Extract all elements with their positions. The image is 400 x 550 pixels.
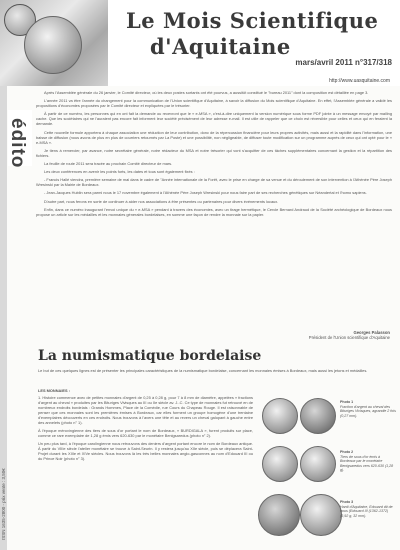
photo-1-text: Fraction d'argent au cheval des Bituriges Vivisques, agrandie 2 fois (0,27 mm). [340,404,396,418]
edito-signature [309,330,390,340]
coin-photo-3-reverse [300,494,342,536]
issue-number: mars/avril 2011 n°317/318 [295,58,392,67]
side-issn-text: ISSN 1635-2800 - prix vente : 3,50€ [1,468,6,540]
coin-image [24,16,82,74]
edito-paragraph: Les deux conférences en avenir les points forts, les dates et tous sont également fixés : [44,169,195,175]
edito-paragraph: Cette nouvelle formule apportera à chaque association une réduction de leur contribution, donc de la répercussion financière pour leurs propres activités, mais aussi et la rapidité dans l'information, une baisse de diffusion (nous avons de plus en plus de courriers retournés par La Poste) et une possibilité, non négligeable, de diffuser toute modification sur un programme auprès de ceux qui ont opté pour le « e-MSA ». [36,129,392,145]
article-intro: Le but de ces quelques lignes est de présenter les principales caractéristiques de la numismatique bordelaise, concernant les monnaies émises à Bordeaux, mais aussi les jetons et médailles. [38,368,368,373]
section-heading: LES MONNAIES : [38,388,70,393]
coin-photo-1-obverse [262,398,298,434]
signature-role: Président de l'Union scientifique d'Aquitaine [308,335,390,341]
article-title: La numismatique bordelaise [38,348,262,364]
photo-3-title: Photo 3 [340,500,354,504]
magazine-title-line1: Le Mois Scientifique [126,8,379,33]
article-paragraph: À l'époque mérovingienne des tiers de sous d'or portant le nom de Bordeaux, « BURDIGALA », furent produits sur place, comme ce rare exemplaire de 1,28 g émis vers 620-630 par le monétaire Benigsaredus (photo n° 2). [38,428,253,438]
coin-header-image [0,0,108,86]
coin-photo-3-obverse [258,494,300,536]
edito-paragraph: - Francis Hallé viendra, première semaine de mai dans le cadre de "Année internationale de la Forêt, avec le prise en charge de sa venue et du déroulement de son intervention à l'Athénée Père Joseph Wresinski par la Mairie de Bordeaux. [36,177,392,188]
coin-photo-2-reverse [300,446,336,482]
photo-3-caption [340,500,396,518]
photo-2-title: Photo 2 [340,450,354,454]
edito-paragraph: L'année 2011 va être l'année du changement pour la communication de l'Union scientifique d'Aquitaine, à savoir la diffusion du Mois scientifique d'Aquitaine. En effet, l'Assemblée générale a validé les propositions d'économies proposées par le Comité directeur et expliquées par le trésorier. [36,98,392,109]
masthead [0,0,400,86]
edito-paragraph: Enfin, dans ce numéro inaugurant l'envoi unique du « e-MSA » pendant à travers des économies, avec un tirage hermétique, le Cercle Bernard Andraud de la Société archéologique de Bordeaux nous propose un article sur les médailles et les monnaies génerales bordelaises, en somme une façon de rendre la monnaie sur la papier. [36,206,392,217]
edito-label: édito [7,118,28,169]
magazine-title-line2: d'Aquitaine [150,34,291,59]
website-link[interactable]: http://www.uasquitaine.com [329,78,390,84]
edito-paragraph: Après l'Assemblée générale du 26 janvier, le Comité directeur, où les deux postes sortants ont été pourvus, a aussitôt constitué le "bureau 2011" dont la composition est détaillée en page 3. [44,90,369,95]
edito-paragraph: Je tiens à remercier, par avance, notre secrétaire générale, notre rédacteur du MSA et notre trésorier qui vont s'acquitter de ces tâches supplémentaires concernant la gestion et la répartition des fichiers. [36,147,392,158]
edito-paragraph: À partir de ce numéro, les personnes qui en ont fait la demande ou recevront que le « e-MSA », c'est-à-dire uniquement la version numérique sous forme PDF jointe à un message envoyé par mailing cache. Que les sociétaires qui ne l'auraient pas encore fait informent leur société précisément de leur adresse e-mail. Il est utile de rappeler que ce choix est réversible pour celles et ceux qui en feraient la demande. [36,111,392,127]
coin-photo-2-obverse [262,446,298,482]
photo-2-text: Tiers de sous d'or émis à Bordeaux par le monétaire Benigsaredus vers 620-630 (1,28 g). [340,454,394,472]
signature-name: Georges Palasson [353,330,390,335]
edito-text [36,90,392,220]
edito-paragraph: La feuille de route 2011 sera tracée au prochain Comité directeur de mars. [44,161,173,167]
coin-photo-1-reverse [300,398,336,434]
article-body [38,388,253,464]
photo-2-caption [340,450,396,473]
article-paragraph: Un peu plus tard, à l'époque carolingienne nous retrouvons des deniers d'argent portant encore le nom de Bordeaux antique. À partir du VIIIe siècle l'atelier monétaire se trouve à Saint-Seurin. Il y restera jusqu'au XIIe siècle, puis se déplacera Saint-Projet durant les XIIIe et XIVe siècles. Nous trouvons là les très belles monnaies anglo-gasconnes au nom d'Edouard III ou du Prince Noir (photo n° 3). [38,441,253,461]
photo-1-caption [340,400,396,418]
photo-3-text: Hardi d'Aquitaine, Edouard dit de nous (Edouard III (1362-1372) (3,92 g, 32 mm). [340,504,393,518]
edito-paragraph: D'autre part, nous ferons en sorte de continuer à aider nos associations à être présentes ou partenaires pour divers événements locaux. [44,198,279,204]
article-paragraph: 1. Histoire commence avec de petites monnaies d'argent de 0,25 à 0,28 g, pour 7 à 8 mm de diamètre, appelées « fractions d'argent au cheval » produites par les Bituriges Vivisques au III ou IIe siècle av. J.-C. Ce type de monnaies fut retrouvé en de nombreux endroits bordelais : Grands Hommes, Place de la Comédie, rue Cours du Chapeau Rouge. Il est raisonnable de penser que ces monnaies sont les premières émises à Bordeaux, car elles forment un groupe homogène d'une trentaine d'exemplaires découverts en ces endroits. Nous trouvons à l'avers une tête et au revers un cheval galopant à gauche entre des annelets (photo n° 1). [38,395,253,425]
edito-paragraph: - Jean-Jacques Hublin sera parmi nous le 17 novembre également à l'Athénée Père Joseph Wresinski pour nous faire part de ses recherches génétiques sur Néandertal et l'homo sapiens. [44,190,367,196]
photo-1-title: Photo 1 [340,400,354,404]
